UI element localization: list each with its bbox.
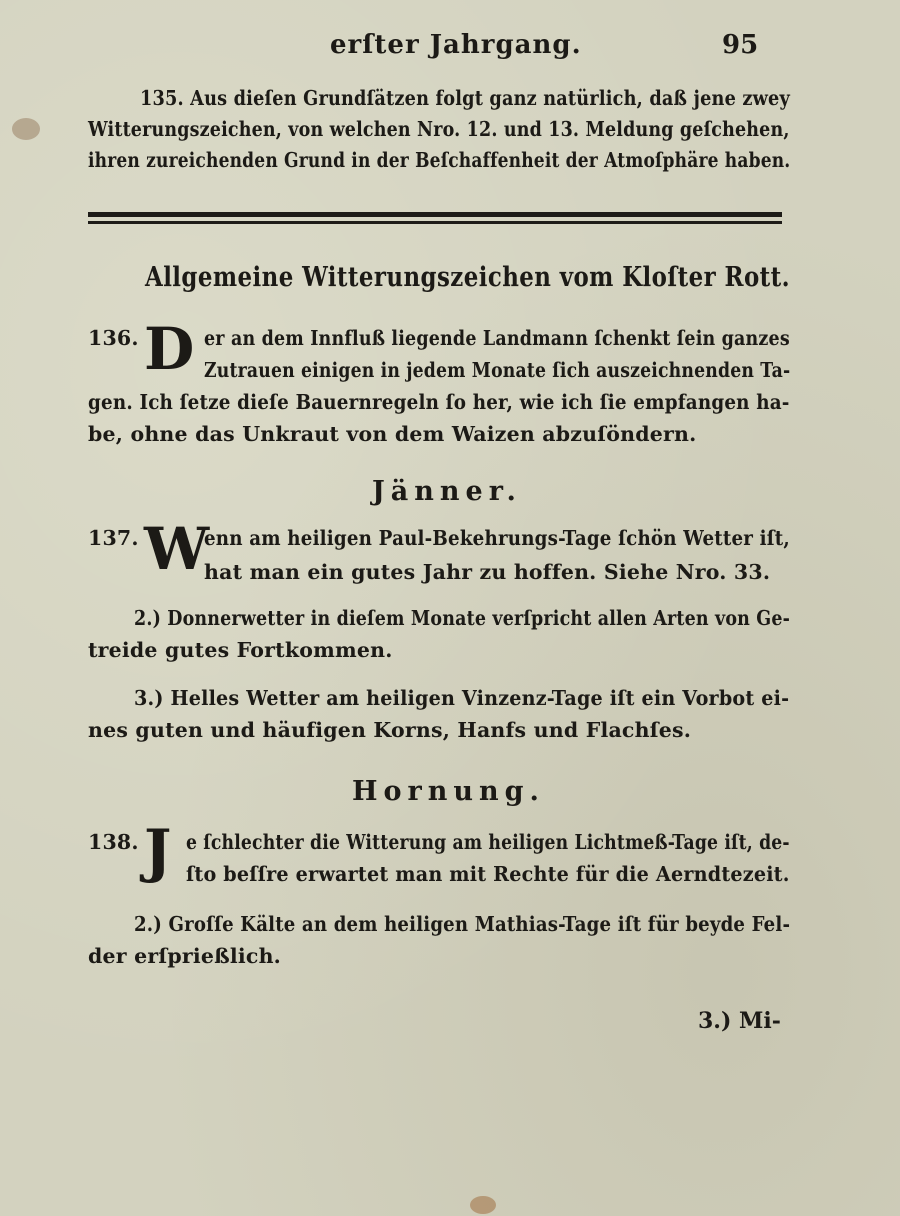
drop-cap: J: [144, 817, 172, 885]
paragraph-line: ſto beſſre erwartet man mit Rechte für die Aerndtezeit.: [186, 862, 790, 886]
month-heading: Hornung.: [352, 776, 545, 807]
paragraph-number: 137.: [88, 526, 139, 550]
paragraph-line: er an dem Innfluß liegende Landmann ſchenkt ſein ganzes: [204, 326, 790, 350]
page-number: 95: [722, 30, 759, 60]
month-heading: Jänner.: [372, 476, 522, 507]
list-item-line: treide gutes Fortkommen.: [88, 638, 393, 662]
intro-line: Witterungszeichen, von welchen Nro. 12. und 13. Meldung geſchehen,: [88, 117, 790, 141]
list-item-line: 2.) Donnerwetter in dieſem Monate verſpricht allen Arten von Ge-: [134, 606, 791, 630]
list-item-line: der erſprießlich.: [88, 944, 282, 968]
intro-line: 135. Aus dieſen Grundſätzen folgt ganz natürlich, daß jene zwey: [140, 86, 790, 110]
paragraph-number: 138.: [88, 830, 139, 854]
list-item-line: nes guten und häufigen Korns, Hanfs und Flachſes.: [88, 718, 692, 742]
section-heading: Allgemeine Witterungszeichen vom Kloſter Rott.: [145, 262, 791, 293]
running-header-title: erſter Jahrgang.: [330, 30, 582, 60]
paragraph-line: gen. Ich ſetze dieſe Bauernregeln ſo her, wie ich ſie empfangen ha-: [88, 390, 790, 414]
paragraph-line: enn am heiligen Paul-Bekehrungs-Tage ſchön Wetter iſt,: [204, 526, 790, 550]
list-item-line: 2.) Groſſe Kälte an dem heiligen Mathias-Tage iſt für beyde Fel-: [134, 912, 791, 936]
paragraph-line: e ſchlechter die Witterung am heiligen Lichtmeß-Tage iſt, de-: [186, 830, 790, 854]
intro-line: ihren zureichenden Grund in der Beſchaffenheit der Atmoſphäre haben.: [88, 148, 791, 172]
list-item-line: 3.) Helles Wetter am heiligen Vinzenz-Tage iſt ein Vorbot ei-: [134, 686, 790, 710]
drop-cap: W: [144, 515, 210, 583]
paragraph-line: hat man ein gutes Jahr zu hoffen. Siehe Nro. 33.: [204, 560, 771, 584]
paragraph-number: 136.: [88, 326, 139, 350]
section-rule: [88, 212, 782, 217]
paragraph-line: be, ohne das Unkraut von dem Waizen abzuſöndern.: [88, 422, 697, 446]
catchword: 3.) Mi-: [698, 1008, 781, 1034]
paragraph-line: Zutrauen einigen in jedem Monate ſich auszeichnenden Ta-: [204, 358, 791, 382]
paper-stain: [470, 1196, 496, 1214]
drop-cap: D: [144, 315, 195, 383]
paper-stain: [12, 118, 40, 140]
section-rule: [88, 221, 782, 224]
